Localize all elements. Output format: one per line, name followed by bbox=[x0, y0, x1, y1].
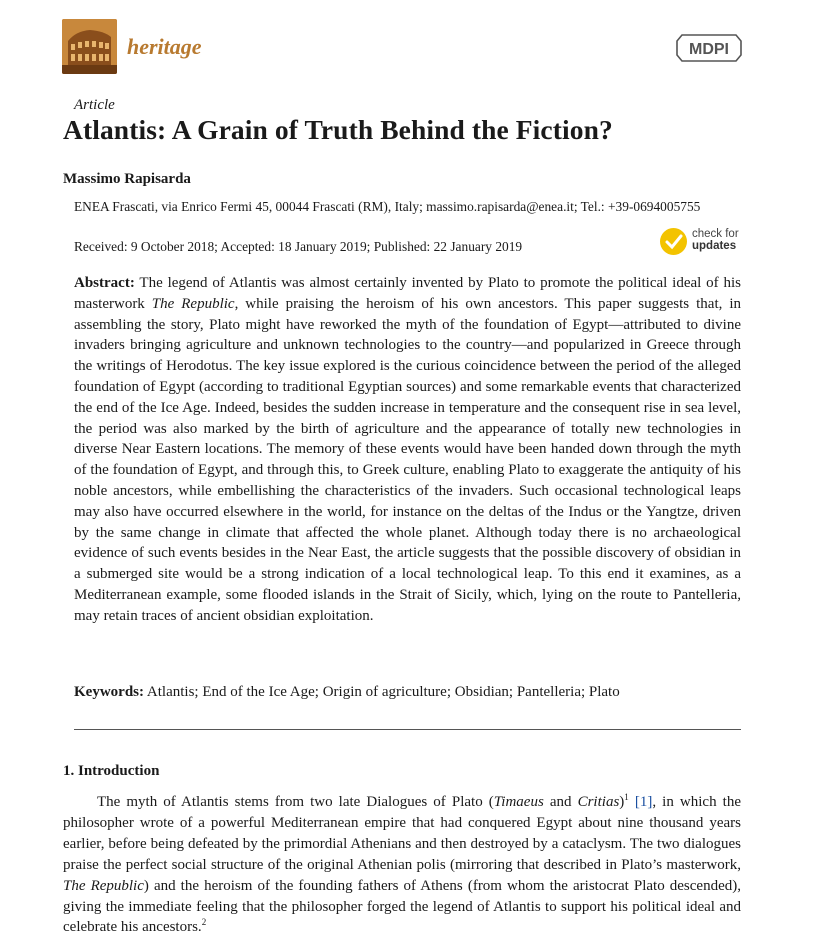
abstract-book-title: The Republic bbox=[151, 295, 235, 312]
publication-dates: Received: 9 October 2018; Accepted: 18 January 2019; Published: 22 January 2019 bbox=[74, 239, 523, 254]
author-affiliation: ENEA Frascati, via Enrico Fermi 45, 00044 Frascati (RM), Italy; massimo.rapisarda@enea.it; Tel.: +39-0694005755 bbox=[74, 199, 701, 214]
intro-text-5: , in which the philosopher wrote of a powerful Mediterranean empire that had conquered Egypt about nine thousand years earlier, before being defeated by the primordial Athenians and then destroyed by a cataclysm. The two dialogues praise the perfect social structure of the original Athenian polis (mirroring that described in Plato’s masterwork, bbox=[63, 794, 741, 873]
mdpi-logo[interactable] bbox=[676, 34, 742, 62]
article-type-label: Article bbox=[74, 97, 115, 113]
check-updates-line1: check for bbox=[692, 228, 739, 240]
intro-italic-timaeus: Timaeus bbox=[493, 794, 544, 810]
abstract-text-1: The legend of Atlantis was almost certainly invented by Plato to promote the political ideal of his masterwork bbox=[74, 275, 741, 312]
keywords-label: Keywords: bbox=[74, 684, 144, 700]
intro-text-2: and bbox=[543, 794, 578, 810]
abstract bbox=[74, 273, 741, 627]
intro-text-3: ) bbox=[619, 794, 625, 810]
author-name: Massimo Rapisarda bbox=[63, 171, 191, 187]
intro-text-1: The myth of Atlantis stems from two late Dialogues of Plato ( bbox=[97, 794, 494, 810]
footnote-1-marker[interactable]: 1 bbox=[624, 792, 629, 802]
journal-name[interactable]: heritage bbox=[127, 34, 202, 59]
intro-italic-critias: Critias bbox=[577, 794, 620, 810]
abstract-text-2: , while praising the heroism of his own ancestors. This paper suggests that, in assembling the story, Plato might have reworked the myth of the foundation of Egypt—attributed to divine invaders bringing agriculture and unknown technologies to the country—and popularized in Greece through the writings of Herodotus. The key issue explored is the curious coincidence between the period of the alleged foundation of Egypt (according to traditional Egyptian sources) and some remarkable events that characterized the end of the Ice Age. Indeed, besides the sudden increase in temperature and the consequent rise in sea level, the period was also marked by the birth of agriculture and the appearance of totally new technologies in diverse Near Eastern locations. The memory of these events would have been handed down through the myth of the foundation of Egypt, and through this, to Greek culture, enabling Plato to exaggerate the antiquity of his noble ancestors, while embellishing the characteristics of the invaders. Such occasional technological leaps may also have occurred elsewhere in the world, for instance on the deltas of the Indus or the Yangtze, driven by the same change in climate that affected the whole planet. Although today there is no archaeological evidence of such events besides in the Near East, the article suggests that the possible discovery of obsidian in a submerged site would be a strong indication of a local technological leap. To this end it examines, as a Mediterranean example, some flooded islands in the Strait of Sicily, which, lying on the route to Pantelleria, may retain traces of ancient obsidian exploitation. bbox=[74, 295, 741, 624]
article-title: Atlantis: A Grain of Truth Behind the Fiction? bbox=[63, 114, 613, 145]
mdpi-logo-text: MDPI bbox=[689, 41, 729, 58]
section-divider bbox=[74, 729, 741, 730]
footnote-2-marker[interactable]: 2 bbox=[201, 917, 207, 928]
section-heading: 1. Introduction bbox=[63, 763, 160, 779]
citation-link[interactable]: [1] bbox=[634, 794, 653, 810]
abstract-label: Abstract: bbox=[74, 275, 135, 291]
colosseum-icon bbox=[62, 19, 117, 74]
check-badge-icon bbox=[660, 228, 687, 255]
journal-logo[interactable] bbox=[62, 19, 117, 74]
check-updates-line2: updates bbox=[692, 240, 737, 252]
keywords bbox=[74, 684, 620, 701]
keywords-text: Atlantis; End of the Ice Age; Origin of agriculture; Obsidian; Pantelleria; Plato bbox=[144, 684, 620, 700]
intro-text-6: ) and the heroism of the founding fathers of Athens (from whom the aristocrat Plato descended), giving the immediate feeling that the philosopher forged the legend of Atlantis to support his political ideal and celebrate his ancestors. bbox=[63, 877, 741, 936]
intro-italic-republic: The Republic bbox=[63, 877, 144, 894]
introduction-paragraph bbox=[63, 792, 741, 938]
check-for-updates-button[interactable] bbox=[660, 226, 744, 256]
